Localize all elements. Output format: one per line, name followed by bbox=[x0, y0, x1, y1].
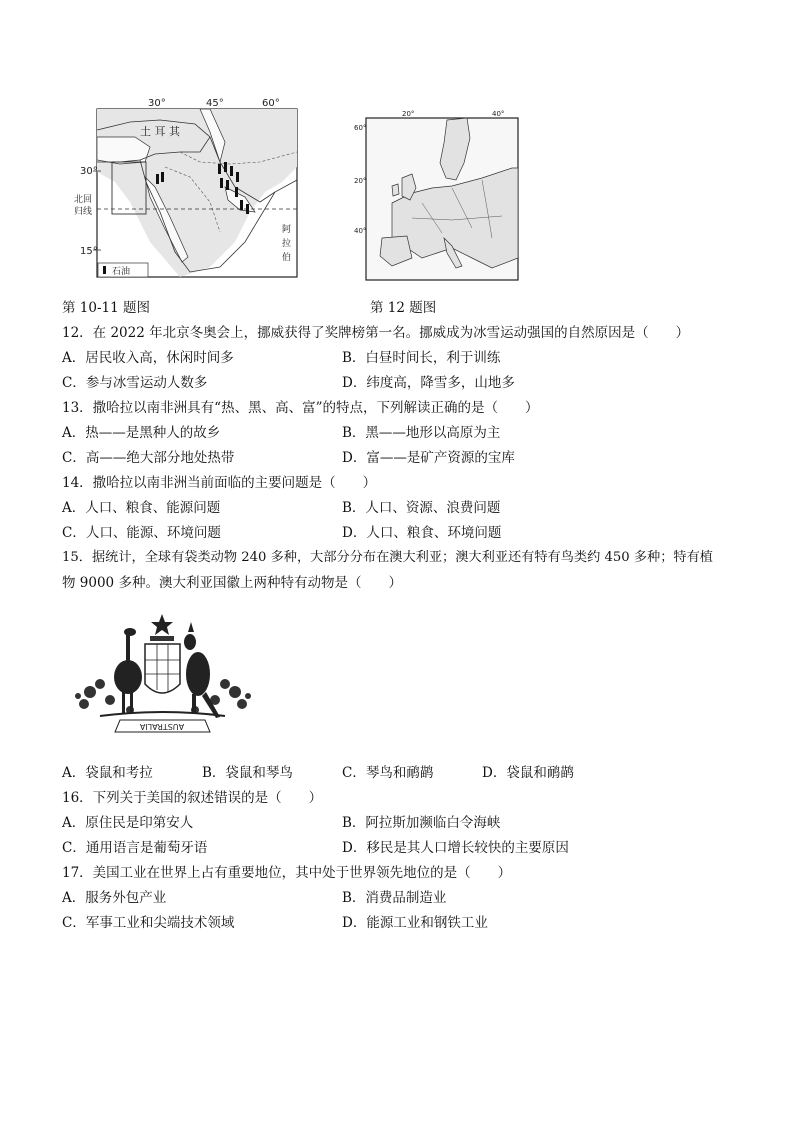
q17-option-b[interactable]: B．消费品制造业 bbox=[342, 890, 447, 906]
map1-lat-label: 15° bbox=[80, 246, 98, 257]
q17-stem: 17．美国工业在世界上占有重要地位，其中处于世界领先地位的是（ ） bbox=[62, 865, 512, 881]
q13-option-b[interactable]: B．黑——地形以高原为主 bbox=[342, 425, 501, 441]
map1-caption: 第 10-11 题图 bbox=[62, 300, 151, 316]
map1-country-turkey: 土 耳 其 bbox=[140, 125, 180, 138]
map1-arabia-char: 拉 bbox=[282, 239, 292, 249]
emblem-ribbon-text: AUSTRALIA bbox=[139, 722, 185, 731]
q14-option-c[interactable]: C．人口、能源、环境问题 bbox=[62, 525, 221, 541]
q15-option-c[interactable]: C．琴鸟和鸸鹋 bbox=[342, 765, 434, 781]
map1-lon-label: 30° bbox=[148, 98, 166, 109]
map1-legend-text: 石油 bbox=[112, 267, 131, 277]
q13-stem: 13．撒哈拉以南非洲具有“热、黑、高、富”的特点，下列解读正确的是（ ） bbox=[62, 400, 539, 416]
q12-option-d[interactable]: D．纬度高，降雪多，山地多 bbox=[342, 375, 515, 391]
q16-option-b[interactable]: B．阿拉斯加濒临白令海峡 bbox=[342, 815, 501, 831]
q13-option-d[interactable]: D．富——是矿产资源的宝库 bbox=[342, 450, 515, 466]
q12-option-a[interactable]: A．居民收入高，休闲时间多 bbox=[62, 350, 234, 366]
q15-option-d[interactable]: D．袋鼠和鸸鹋 bbox=[482, 765, 574, 781]
star-icon bbox=[151, 614, 173, 635]
map1-lon-label: 45° bbox=[206, 98, 224, 109]
q16-option-c[interactable]: C．通用语言是葡萄牙语 bbox=[62, 840, 208, 856]
q15-stem-line1: 15．据统计，全球有袋类动物 240 多种，大部分分布在澳大利亚；澳大利亚还有特有鸟类约 450 多种；特有植 bbox=[62, 550, 713, 565]
map2-lon-label: 40° bbox=[492, 110, 505, 118]
middle-east-map bbox=[60, 92, 310, 287]
australia-coat-of-arms bbox=[70, 612, 255, 740]
europe-map bbox=[352, 108, 522, 283]
q12-stem: 12．在 2022 年北京冬奥会上，挪威获得了奖牌榜第一名。挪威成为冰雪运动强国的自然原因是（ ） bbox=[62, 325, 690, 341]
map2-lat-label: 60° bbox=[354, 124, 367, 132]
map1-arabia-char: 阿 bbox=[282, 225, 292, 235]
map1-lat-label: 30° bbox=[80, 166, 98, 177]
q14-stem: 14．撒哈拉以南非洲当前面临的主要问题是（ ） bbox=[62, 475, 377, 491]
q16-stem: 16．下列关于美国的叙述错误的是（ ） bbox=[62, 790, 323, 806]
map2-caption: 第 12 题图 bbox=[370, 300, 437, 316]
q13-option-c[interactable]: C．高——绝大部分地处热带 bbox=[62, 450, 235, 466]
q12-option-c[interactable]: C．参与冰雪运动人数多 bbox=[62, 375, 208, 391]
q15-option-a[interactable]: A．袋鼠和考拉 bbox=[62, 765, 153, 781]
emu-icon bbox=[114, 628, 142, 714]
map1-lon-label: 60° bbox=[262, 98, 280, 109]
q15-option-b[interactable]: B．袋鼠和琴鸟 bbox=[202, 765, 293, 781]
q15-stem-line2: 物 9000 多种。澳大利亚国徽上两种特有动物是（ ） bbox=[62, 575, 402, 591]
q16-option-d[interactable]: D．移民是其人口增长较快的主要原因 bbox=[342, 840, 569, 856]
oil-legend-icon bbox=[103, 266, 106, 274]
q16-option-a[interactable]: A．原住民是印第安人 bbox=[62, 815, 194, 831]
q14-option-d[interactable]: D．人口、粮食、环境问题 bbox=[342, 525, 502, 541]
q13-option-a[interactable]: A．热——是黑种人的故乡 bbox=[62, 425, 221, 441]
q14-option-b[interactable]: B．人口、资源、浪费问题 bbox=[342, 500, 501, 516]
q17-option-a[interactable]: A．服务外包产业 bbox=[62, 890, 167, 906]
map1-arabia-char: 伯 bbox=[282, 253, 292, 263]
map2-lon-label: 20° bbox=[402, 110, 415, 118]
q12-option-b[interactable]: B．白昼时间长，利于训练 bbox=[342, 350, 501, 366]
map1-tropic-label: 北回 bbox=[74, 195, 93, 205]
map2-lat-label: 40° bbox=[354, 227, 367, 235]
q17-option-c[interactable]: C．军事工业和尖端技术领域 bbox=[62, 915, 235, 931]
map1-tropic-label: 归线 bbox=[74, 207, 93, 217]
q17-option-d[interactable]: D．能源工业和钢铁工业 bbox=[342, 915, 488, 931]
q14-option-a[interactable]: A．人口、粮食、能源问题 bbox=[62, 500, 221, 516]
map2-lat-label: 20° bbox=[354, 177, 367, 185]
